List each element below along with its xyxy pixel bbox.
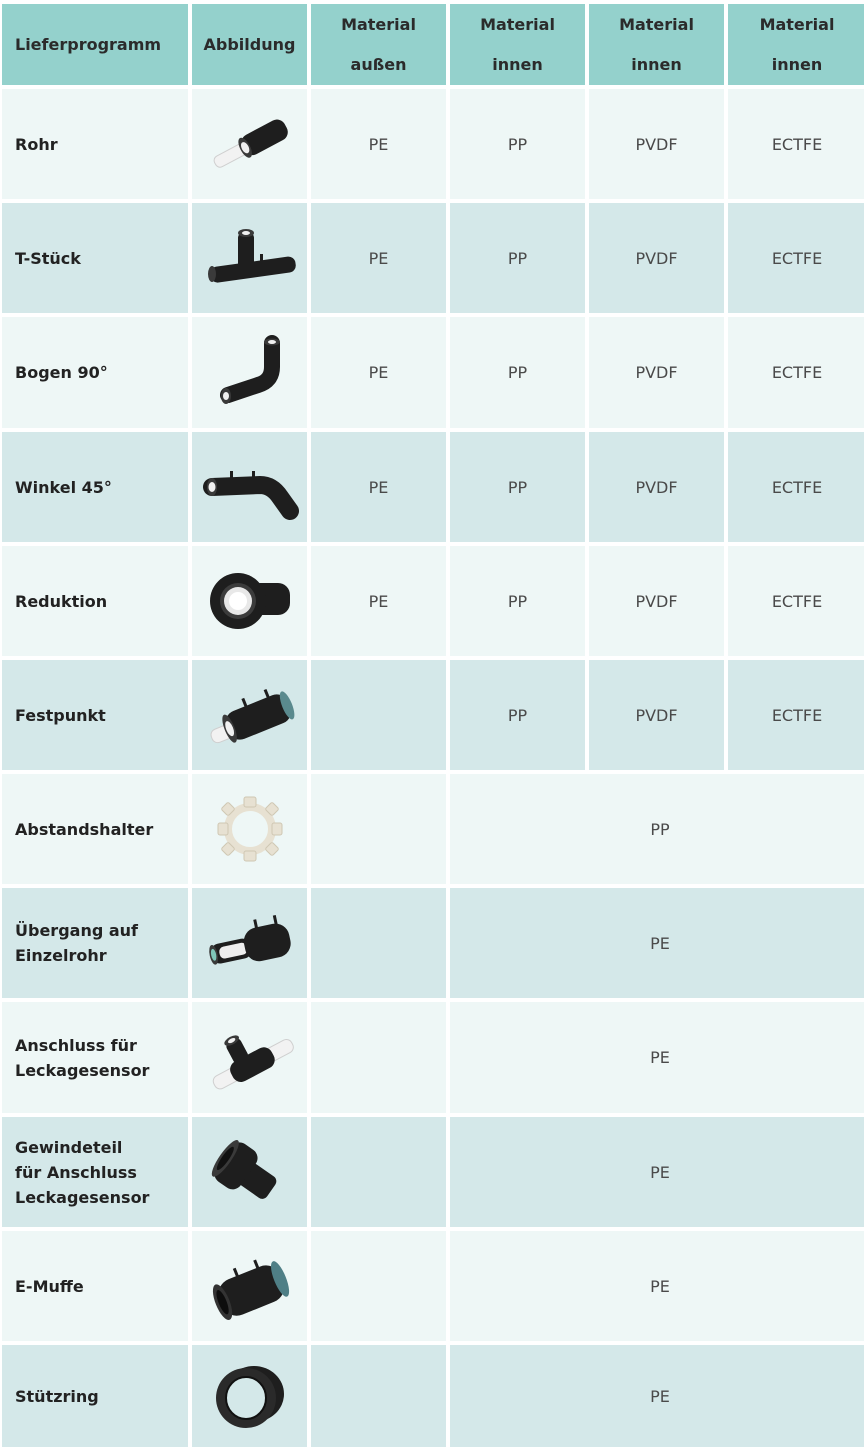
- cell-material-innen: PP: [450, 660, 585, 770]
- table-row: [2, 888, 864, 998]
- cell-material-merged: PE: [450, 1345, 864, 1447]
- row-name: Winkel 45°: [2, 432, 188, 542]
- cell-material-merged: PE: [450, 888, 864, 998]
- header-lieferprogramm: Lieferprogramm: [2, 4, 188, 85]
- row-name: Gewindeteil für Anschluss Leckagesensor: [2, 1117, 188, 1227]
- elbow-90-icon: [192, 317, 307, 428]
- row-name: T-Stück: [2, 203, 188, 313]
- cell-material-innen: ECTFE: [728, 546, 864, 656]
- cell-empty: [311, 1345, 446, 1447]
- spacer-icon: [192, 774, 307, 884]
- cell-material-innen: PVDF: [589, 660, 724, 770]
- cell-material-aussen: PE: [311, 317, 446, 428]
- row-name: Anschluss für Leckagesensor: [2, 1002, 188, 1113]
- table-row: [2, 89, 864, 199]
- leak-sensor-connection-icon: [192, 1002, 307, 1113]
- cell-material-innen: PVDF: [589, 432, 724, 542]
- cell-material-innen: PP: [450, 432, 585, 542]
- header-row: [2, 4, 864, 85]
- table-row: [2, 546, 864, 656]
- table-row: [2, 1002, 864, 1113]
- cell-material-innen: ECTFE: [728, 660, 864, 770]
- header-material-innen-2: Material innen: [589, 4, 724, 85]
- header-abbildung: Abbildung: [192, 4, 307, 85]
- row-name: Bogen 90°: [2, 317, 188, 428]
- table-row: [2, 432, 864, 542]
- cell-material-aussen: [311, 660, 446, 770]
- header-material-innen-3: Material innen: [728, 4, 864, 85]
- fixed-point-icon: [192, 660, 307, 770]
- cell-material-merged: PE: [450, 1117, 864, 1227]
- electrofusion-coupler-icon: [192, 1231, 307, 1341]
- cell-material-aussen: PE: [311, 546, 446, 656]
- cell-material-innen: PP: [450, 203, 585, 313]
- row-name: Festpunkt: [2, 660, 188, 770]
- reducer-icon: [192, 546, 307, 656]
- cell-empty: [311, 1117, 446, 1227]
- cell-material-aussen: PE: [311, 203, 446, 313]
- row-name: Stützring: [2, 1345, 188, 1447]
- cell-material-innen: ECTFE: [728, 89, 864, 199]
- transition-icon: [192, 888, 307, 998]
- row-name: E-Muffe: [2, 1231, 188, 1341]
- header-material-aussen: Material außen: [311, 4, 446, 85]
- cell-material-innen: PVDF: [589, 89, 724, 199]
- cell-material-aussen: PE: [311, 432, 446, 542]
- cell-material-innen: PVDF: [589, 203, 724, 313]
- cell-material-innen: PVDF: [589, 546, 724, 656]
- cell-material-innen: PVDF: [589, 317, 724, 428]
- table-row: [2, 1117, 864, 1227]
- cell-material-innen: PP: [450, 89, 585, 199]
- cell-material-innen: ECTFE: [728, 317, 864, 428]
- row-name: Übergang auf Einzelrohr: [2, 888, 188, 998]
- row-name: Abstandshalter: [2, 774, 188, 884]
- cell-material-merged: PE: [450, 1231, 864, 1341]
- cell-material-innen: PP: [450, 317, 585, 428]
- threaded-part-icon: [192, 1117, 307, 1227]
- cell-material-aussen: PE: [311, 89, 446, 199]
- cell-material-innen: ECTFE: [728, 203, 864, 313]
- table-row: [2, 1345, 864, 1447]
- cell-empty: [311, 774, 446, 884]
- tee-fitting-icon: [192, 203, 307, 313]
- cell-material-merged: PP: [450, 774, 864, 884]
- table-row: [2, 774, 864, 884]
- cell-material-innen: PP: [450, 546, 585, 656]
- pipe-icon: [192, 89, 307, 199]
- support-ring-icon: [192, 1345, 307, 1447]
- cell-empty: [311, 1002, 446, 1113]
- cell-empty: [311, 1231, 446, 1341]
- table-row: [2, 1231, 864, 1341]
- table-row: [2, 660, 864, 770]
- cell-material-innen: ECTFE: [728, 432, 864, 542]
- header-material-innen-1: Material innen: [450, 4, 585, 85]
- row-name: Rohr: [2, 89, 188, 199]
- cell-material-merged: PE: [450, 1002, 864, 1113]
- table-row: [2, 317, 864, 428]
- row-name: Reduktion: [2, 546, 188, 656]
- table-row: [2, 203, 864, 313]
- cell-empty: [311, 888, 446, 998]
- elbow-45-icon: [192, 432, 307, 542]
